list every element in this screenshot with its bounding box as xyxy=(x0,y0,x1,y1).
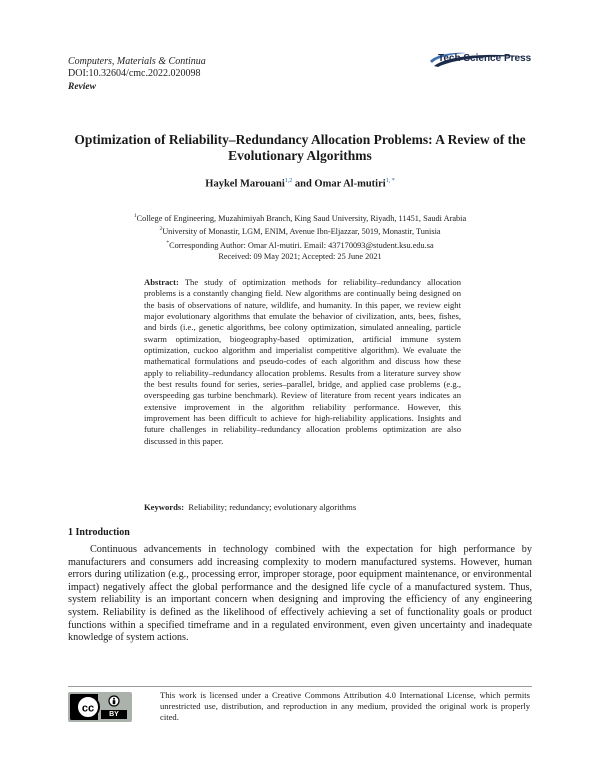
introduction-paragraph: Continuous advancements in technology combined with the expectation for high performance by manufacturers and consumers add increasing complexity to modern manufactured systems. However, human errors during utilization (e.g., processing error, improper storage, poor equipment maintenance, or environmental impact) negatively affect the global performance and the designed life cycle of a manufactured system. Thus, system reliability is an important concern when designing and improving the efficiency of any engineering system. Reliability is defined as the likelihood of effectively achieving a set of functionality goals or product functions within a specified timeframe and in a regulated environment, even given uncertainty and inadequate knowledge of system actions. xyxy=(68,544,532,644)
publisher-name: Tech Science Press xyxy=(438,53,532,64)
affiliation-1-num: 1 xyxy=(133,213,137,219)
corresponding-mark: * xyxy=(166,239,170,246)
publisher-logo xyxy=(426,52,534,70)
paper-title: Optimization of Reliability–Redundancy Allocation Problems: A Review of the Evolutionary Algorithms xyxy=(74,132,526,163)
author-2: Omar Al-mutiri xyxy=(314,178,386,190)
journal-name: Computers, Materials & Continua xyxy=(68,56,206,67)
corresponding-text: Corresponding Author: Omar Al-mutiri. Email: 437170093@student.ksu.edu.sa xyxy=(169,240,434,250)
cc-by-badge[interactable] xyxy=(68,692,132,722)
abstract xyxy=(144,277,461,447)
license-text: This work is licensed under a Creative Commons Attribution 4.0 International License, which permits unrestricted use, distribution, and reproduction in any medium, provided the original work is properly cited. xyxy=(160,690,530,723)
received-dates: Received: 09 May 2021; Accepted: 25 June 2021 xyxy=(218,252,382,262)
section-heading-introduction: 1 Introduction xyxy=(68,527,130,538)
author-conjunction: and xyxy=(294,178,312,190)
author-line xyxy=(70,178,530,190)
footer-divider xyxy=(68,686,532,687)
keywords-label: Keywords: xyxy=(144,502,185,512)
corresponding-author xyxy=(70,238,530,251)
doi[interactable]: DOI:10.32604/cmc.2022.020098 xyxy=(68,68,201,79)
author-1: Haykel Marouani xyxy=(205,178,285,190)
abstract-label: Abstract: xyxy=(144,277,179,287)
article-type: Review xyxy=(68,82,96,92)
abstract-text: The study of optimization methods for reliability–redundancy allocation problems is a constantly changing field. New algorithms are continually being designed on the basis of observations of nature, wildlife, and humanity. In this paper, we review eight major evolutionary algorithms that emulate the behavior of civilization, ants, bees, fishes, and birds (i.e., genetic algorithms, bee colony optimization, simulated annealing, particle swarm optimization, biogeography-based optimization, artificial immune system optimization, cuckoo algorithm and imperialist competitive algorithm). We evaluate the mathematical formulations and pseudo-codes of each algorithm and discuss how these apply to reliability–redundancy allocation problems. Results from a literature survey show the best results found for series, series–parallel, bridge, and applied case problems (e.g., overspeeding gas turbine benchmark). Review of literature from recent years indicates an extensive improvement in the algorithm reliability performance. However, this improvement has been difficult to achieve for high-reliability applications. Insights and future challenges in reliability–redundancy allocation problems optimization are also discussed in this paper. xyxy=(144,277,461,446)
affiliation-1 xyxy=(70,211,530,224)
keywords xyxy=(144,502,474,512)
affiliation-2 xyxy=(70,224,530,237)
svg-text:cc: cc xyxy=(81,702,95,715)
affiliations xyxy=(70,211,530,263)
keywords-text: Reliability; redundancy; evolutionary algorithms xyxy=(188,502,357,512)
affiliation-1-text: College of Engineering, Muzahimiyah Branch, King Saud University, Riyadh, 11451, Saudi Arabia xyxy=(136,213,467,223)
author-1-affil[interactable]: 1,2 xyxy=(284,178,293,184)
affiliation-2-num: 2 xyxy=(159,226,163,233)
affiliation-2-text: University of Monastir, LGM, ENIM, Avenue Ibn-Eljazzar, 5019, Monastir, Tunisia xyxy=(162,227,441,237)
cc-by-label: BY xyxy=(109,711,119,718)
author-2-affil[interactable]: 1, * xyxy=(385,178,395,184)
